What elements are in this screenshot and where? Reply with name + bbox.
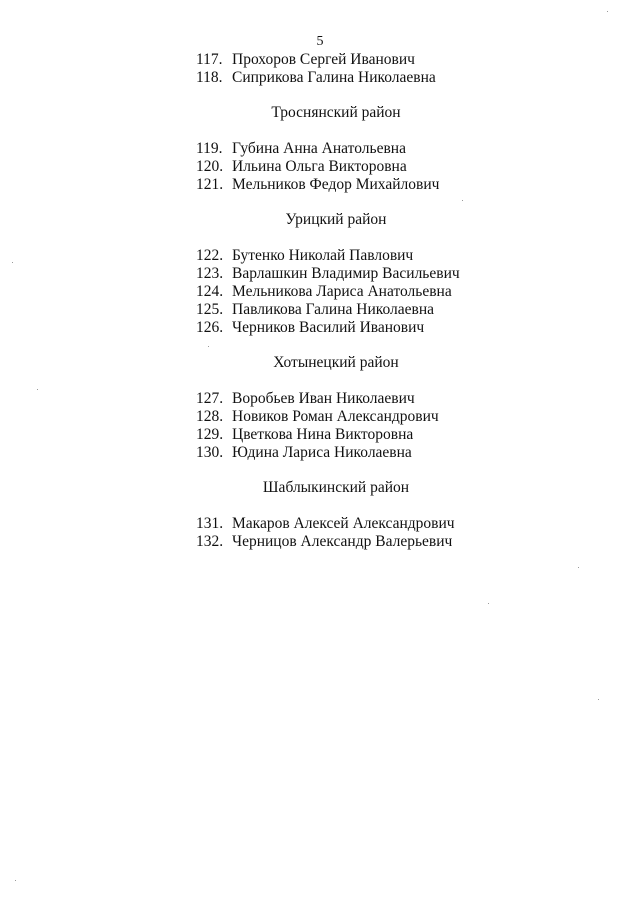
list-item (196, 247, 496, 265)
item-number: 121. (196, 176, 224, 193)
item-number: 127. (196, 390, 224, 407)
person-name: Макаров Алексей Александрович (232, 515, 455, 532)
item-number: 125. (196, 301, 224, 318)
item-number: 129. (196, 426, 224, 443)
person-name: Цветкова Нина Викторовна (232, 426, 414, 443)
scan-speck (462, 200, 463, 201)
person-name: Бутенко Николай Павлович (232, 247, 414, 264)
person-name: Мельникова Лариса Анатольевна (232, 283, 452, 300)
scan-speck (578, 567, 579, 568)
list-item (196, 319, 496, 337)
list-item (196, 515, 496, 533)
district-heading: Урицкий район (285, 211, 387, 228)
person-name: Губина Анна Анатольевна (232, 140, 406, 157)
scan-speck (37, 389, 38, 390)
person-name: Сиприкова Галина Николаевна (232, 69, 436, 86)
item-number: 120. (196, 158, 224, 175)
item-number: 130. (196, 444, 224, 461)
item-number: 126. (196, 319, 224, 336)
item-number: 131. (196, 515, 224, 532)
person-name: Варлашкин Владимир Васильевич (232, 265, 460, 282)
list-item (196, 444, 496, 462)
scan-speck (598, 699, 599, 700)
item-number: 119. (196, 140, 223, 157)
scan-speck (12, 262, 13, 263)
item-number: 123. (196, 265, 224, 282)
list-item (196, 69, 496, 87)
scan-speck (208, 346, 209, 347)
page-number: 5 (316, 34, 324, 49)
list-item (196, 51, 496, 69)
item-number: 117. (196, 51, 223, 68)
district-heading: Шаблыкинский район (262, 479, 410, 496)
scan-speck (488, 603, 489, 604)
district-heading: Хотынецкий район (273, 354, 399, 371)
list-item (196, 426, 496, 444)
person-name: Черников Василий Иванович (232, 319, 425, 336)
list-item (196, 283, 496, 301)
list-item (196, 390, 496, 408)
list-item (196, 265, 496, 283)
item-number: 124. (196, 283, 224, 300)
person-name: Прохоров Сергей Иванович (232, 51, 415, 68)
list-item (196, 158, 496, 176)
item-number: 132. (196, 533, 224, 550)
item-number: 122. (196, 247, 224, 264)
item-number: 118. (196, 69, 223, 86)
list-item (196, 408, 496, 426)
person-name: Мельников Федор Михайлович (232, 176, 440, 193)
person-name: Новиков Роман Александрович (232, 408, 439, 425)
scan-speck (607, 11, 608, 12)
person-name: Черницов Александр Валерьевич (232, 533, 453, 550)
person-name: Юдина Лариса Николаевна (232, 444, 412, 461)
name-list (196, 51, 496, 551)
list-item (196, 140, 496, 158)
item-number: 128. (196, 408, 224, 425)
list-item (196, 176, 496, 194)
person-name: Воробьев Иван Николаевич (232, 390, 415, 407)
person-name: Ильина Ольга Викторовна (232, 158, 407, 175)
scan-speck (15, 880, 16, 881)
list-item (196, 533, 496, 551)
person-name: Павликова Галина Николаевна (232, 301, 435, 318)
list-item (196, 301, 496, 319)
district-heading: Троснянский район (271, 104, 401, 121)
